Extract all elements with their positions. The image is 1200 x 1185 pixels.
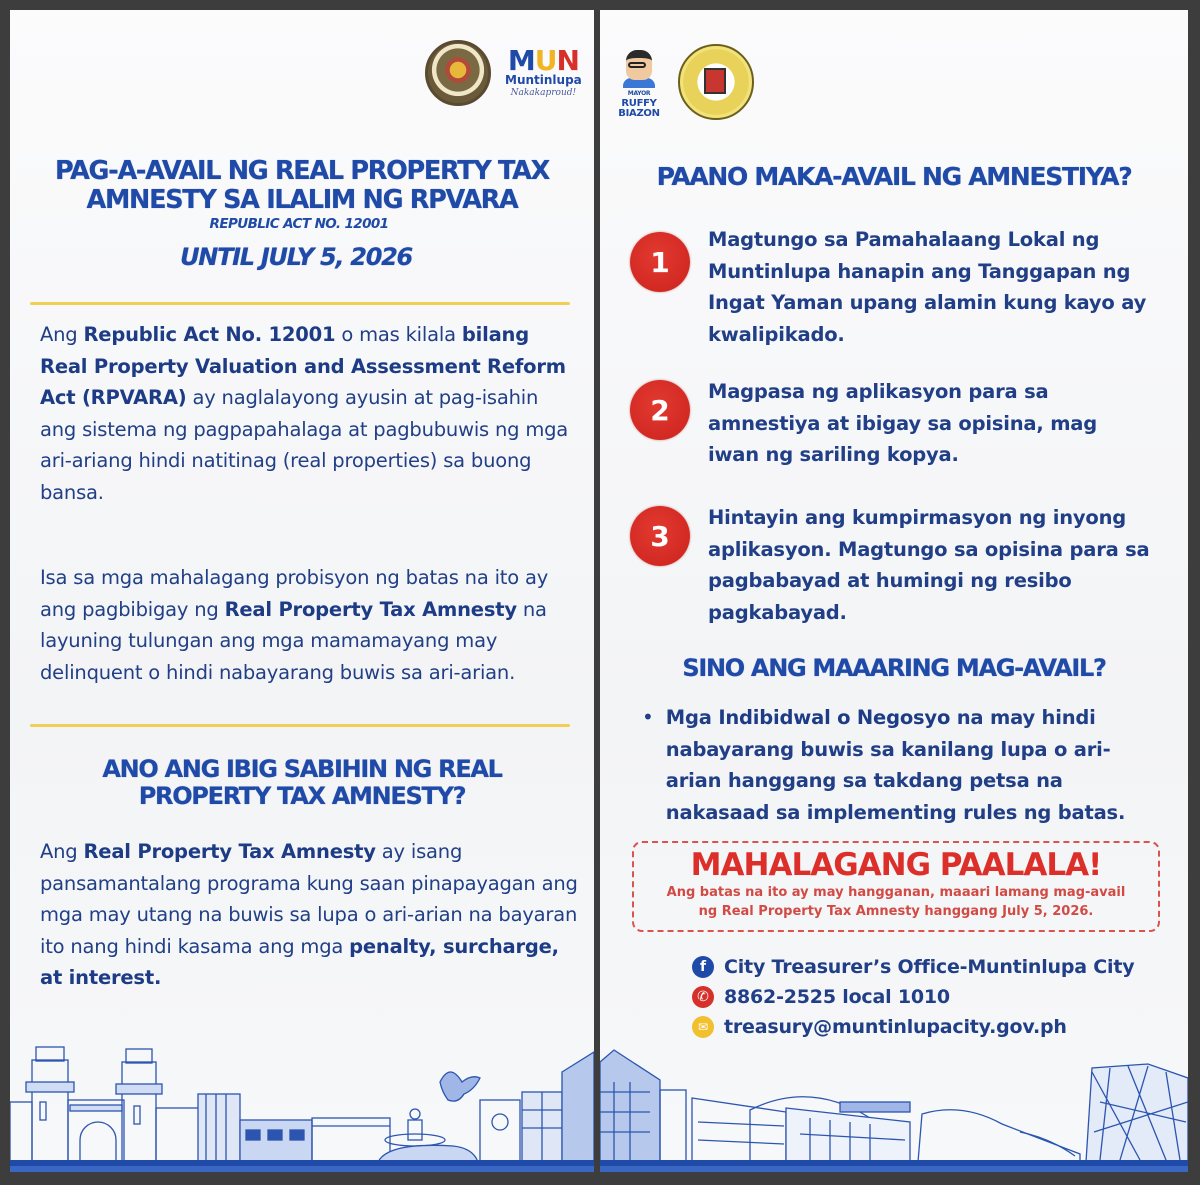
facebook-icon: f <box>692 956 714 978</box>
main-title-line2: AMNESTY SA ILALIM NG RPVARA <box>86 184 518 215</box>
who-can-avail-heading: SINO ANG MAAARING MAG-AVAIL? <box>682 654 1106 682</box>
step-text: Magpasa ng aplikasyon para sa amnestiya at ibigay sa opisina, mag iwan ng sariling kopya. <box>708 380 1098 466</box>
text-run: Isa sa mga mahalagang probisyon ng batas na ito ay ang pagbibigay ng <box>40 566 549 621</box>
text-run: na layuning tulungan ang mga mamamayang may delinquent o hindi nabayarang buwis sa ari-arian. <box>40 597 547 684</box>
phone-icon: ✆ <box>692 986 714 1008</box>
step-1 <box>630 224 1170 350</box>
mun-muntinlupa-logo <box>505 43 582 99</box>
email-link[interactable]: treasury@muntinlupacity.gov.ph <box>724 1016 1067 1038</box>
step-2 <box>630 376 1170 471</box>
rpvara-intro-paragraph <box>40 319 580 508</box>
treasury-office-seal-icon <box>678 44 754 120</box>
text-run: na may hindi nabayarang buwis sa kanilang lupa o ari-arian hanggang sa takdang petsa na nakasaad sa implementing rules ng batas. <box>665 706 1126 824</box>
republic-act-subtitle: REPUBLIC ACT NO. 12001 <box>209 216 389 233</box>
mun-letter-n: N <box>556 43 579 77</box>
who-can-avail-text <box>666 702 1162 828</box>
main-title-block <box>10 157 594 271</box>
city-skyline-illustration-right <box>600 1022 1188 1172</box>
text-run: ay naglalayong ayusin at pag-isahin ang sistema ng pagpapahalaga at pagbubuwis ng mga ari-ariang hindi natitinag (real properties) sa buong bansa. <box>40 386 569 504</box>
who-can-avail-bullet <box>642 702 1162 828</box>
step-number-badge: 2 <box>630 380 690 440</box>
mayor-title: MAYOR <box>627 89 651 97</box>
bold-run: penalty, surcharge, at interest. <box>40 934 559 989</box>
definition-heading-line1: ANO ANG IBIG SABIHIN NG REAL <box>102 755 502 783</box>
mayor-caricature-icon <box>626 50 652 80</box>
main-title-line1: PAG-A-AVAIL NG REAL PROPERTY TAX <box>55 156 549 186</box>
bold-run: Real Property Tax Amnesty <box>83 840 376 863</box>
bold-run: Real Property Tax Amnesty <box>224 597 517 621</box>
text-run: Mga <box>665 706 719 729</box>
mun-letter-u: U <box>534 43 557 77</box>
text-run: o mas kilala <box>335 323 462 346</box>
amnesty-definition-heading <box>10 756 594 810</box>
bullet-icon: • <box>642 705 654 729</box>
reminder-line1: Ang batas na ito ay may hangganan, maaari lamang mag-avail <box>666 885 1126 900</box>
deadline-banner: UNTIL JULY 5, 2026 <box>180 243 412 272</box>
right-logo-row <box>616 48 754 120</box>
contact-facebook[interactable] <box>692 956 1134 978</box>
step-3 <box>630 502 1170 628</box>
step-text: Hintayin ang kumpirmasyon ng inyong aplikasyon. Magtungo sa opisina para sa pagbabayad at humingi ng resibo pagkabayad. <box>708 506 1150 624</box>
how-to-avail-heading: PAANO MAKA-AVAIL NG AMNESTIYA? <box>656 162 1132 191</box>
text-run: ay isang pansamantalang programa kung saan pinapayagan ang mga may utang na buwis sa lupa o ari-arian na bayaran ito nang hindi kasama ang mga <box>40 840 578 958</box>
mun-letter-m: M <box>507 43 535 77</box>
important-reminder-box <box>632 841 1160 932</box>
definition-heading-line2: PROPERTY TAX AMNESTY? <box>138 781 466 810</box>
mun-wordmark <box>507 43 579 77</box>
step-number-badge: 1 <box>630 232 690 292</box>
left-logo-row <box>425 40 582 106</box>
skyline-left-icon <box>10 1022 594 1172</box>
bold-run: Republic Act No. 12001 <box>83 323 336 346</box>
text-run: Ang <box>40 323 84 346</box>
contact-phone[interactable] <box>692 986 950 1008</box>
gold-divider-bottom <box>30 724 570 727</box>
reminder-title: MAHALAGANG PAALALA! <box>690 847 1102 883</box>
bold-run: Indibidwal o Negosyo <box>718 706 951 729</box>
left-poster-panel <box>10 10 594 1172</box>
step-text: Magtungo sa Pamahalaang Lokal ng Muntinlupa hanapin ang Tanggapan ng Ingat Yaman upang alamin kung kayo ay kwalipikado. <box>708 228 1147 346</box>
amnesty-provision-paragraph <box>40 562 565 688</box>
main-title <box>10 157 594 214</box>
amnesty-definition-paragraph <box>40 836 580 994</box>
step-number-badge: 3 <box>630 506 690 566</box>
mayor-first-name: RUFFY <box>621 97 657 109</box>
treasury-seal-box-shape <box>704 68 726 94</box>
city-skyline-illustration-left <box>10 1022 594 1172</box>
facebook-page-link[interactable]: City Treasurer’s Office-Muntinlupa City <box>724 956 1135 978</box>
mun-city-name: Muntinlupa <box>505 72 582 87</box>
text-run: Ang <box>40 840 84 863</box>
mayor-last-name: BIAZON <box>618 107 660 119</box>
skyline-right-icon <box>600 1022 1188 1172</box>
email-icon: ✉ <box>692 1016 714 1038</box>
phone-number-link[interactable]: 8862-2525 local 1010 <box>724 986 950 1008</box>
bold-run: bilang Real Property Valuation and Assessment Reform Act (RPVARA) <box>40 323 566 409</box>
mun-tagline: Nakakaproud! <box>510 87 577 98</box>
mayor-name <box>618 88 659 119</box>
mayor-ruffy-biazon-logo <box>616 50 662 119</box>
reminder-line2: ng Real Property Tax Amnesty hanggang July 5, 2026. <box>698 904 1094 919</box>
muntinlupa-seal-icon <box>425 40 491 106</box>
gold-divider-top <box>30 302 570 305</box>
